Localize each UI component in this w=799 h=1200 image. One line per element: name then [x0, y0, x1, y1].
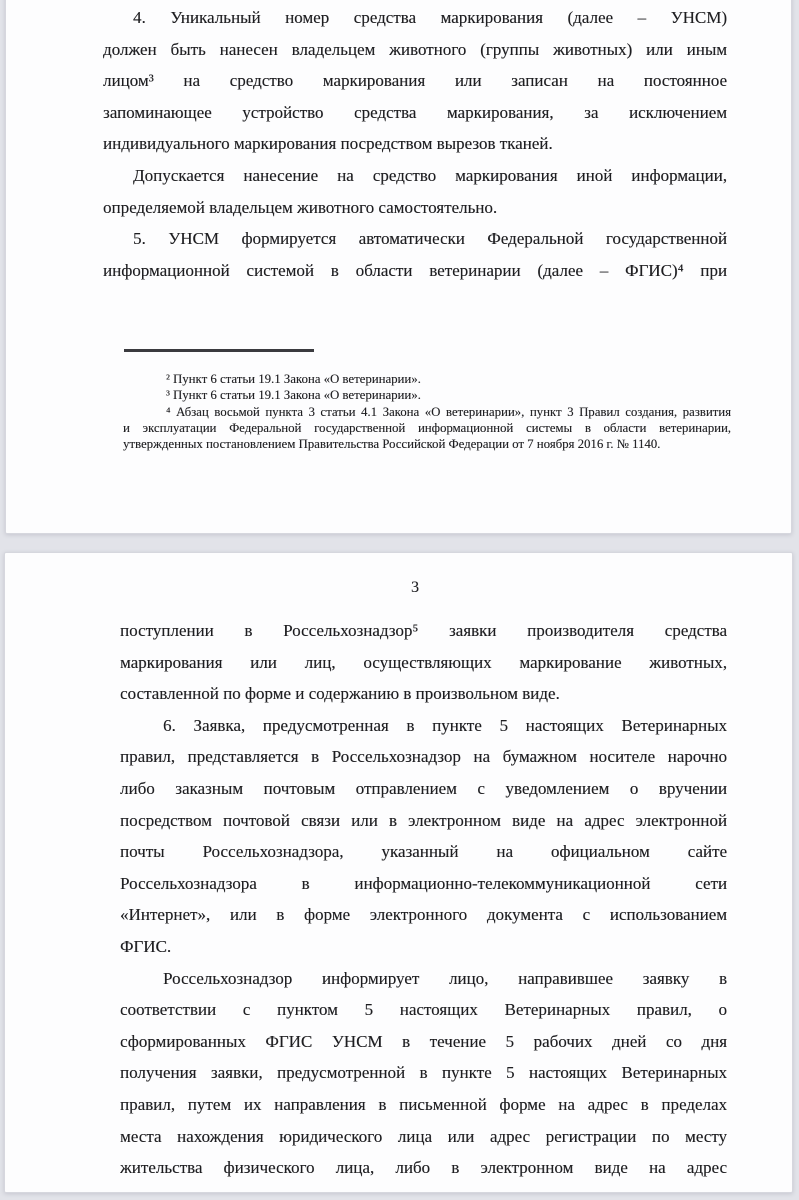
body-line: определяемой владельцем животного самостоятельно. — [103, 197, 498, 217]
footnote-line: утвержденных постановлением Правительства Российской Федерации от 7 ноября 2016 г. № 1140. — [123, 437, 661, 452]
body-line: почты Россельхознадзора, указанный на официальном сайте — [120, 842, 727, 862]
page-card-top — [5, 0, 792, 534]
body-line: 4. Уникальный номер средства маркирования (далее – УНСМ) — [133, 8, 727, 27]
page-top-body — [103, 2, 727, 286]
footnotes-block — [123, 371, 731, 452]
body-line: Россельхознадзора в информационно-телекоммуникационной сети — [120, 873, 727, 893]
body-line: ФГИС. — [120, 936, 172, 956]
body-line: 6. Заявка, предусмотренная в пункте 5 настоящих Ветеринарных — [163, 715, 727, 735]
page-number: 3 — [411, 579, 419, 596]
page-bottom-body — [120, 615, 727, 1184]
body-line: посредством почтовой связи или в электронном виде на адрес электронной — [120, 810, 727, 830]
body-line: либо заказным почтовым отправлением с уведомлением о вручении — [120, 778, 727, 798]
page-card-bottom — [4, 552, 793, 1193]
body-line: лицом³ на средство маркирования или записан на постоянное — [103, 71, 727, 91]
body-line: жительства физического лица, либо в электронном виде на адрес — [120, 1158, 727, 1178]
body-line: индивидуального маркирования посредством вырезов тканей. — [103, 134, 553, 154]
body-line: соответствии с пунктом 5 настоящих Ветеринарных правил, о — [120, 1000, 727, 1020]
body-line: составленной по форме и содержанию в произвольном виде. — [120, 684, 560, 704]
body-line: правил, путем их направления в письменной форме на адрес в пределах — [120, 1094, 727, 1114]
body-line: должен быть нанесен владельцем животного (группы животных) или иным — [103, 39, 727, 59]
footnote-line: ³ Пункт 6 статьи 19.1 Закона «О ветеринарии». — [166, 388, 421, 403]
body-line: «Интернет», или в форме электронного документа с использованием — [120, 905, 727, 925]
body-line: 5. УНСМ формируется автоматически Федеральной государственной — [133, 229, 727, 249]
body-line: места нахождения юридического лица или адрес регистрации по месту — [120, 1126, 727, 1146]
footnote-line: и эксплуатации Федеральной государственной информационной системы в области ветеринарии, — [123, 420, 731, 435]
body-line: Россельхознадзор информирует лицо, направившее заявку в — [163, 968, 727, 988]
body-line: сформированных ФГИС УНСМ в течение 5 рабочих дней со дня — [120, 1031, 727, 1051]
body-line: информационной системой в области ветеринарии (далее – ФГИС)⁴ при — [103, 260, 727, 280]
footnote-line: ⁴ Абзац восьмой пункта 3 статьи 4.1 Закона «О ветеринарии», пункт 3 Правил создания, развития — [166, 404, 731, 419]
body-line: Допускается нанесение на средство маркирования иной информации, — [133, 165, 727, 185]
footnote-line: ² Пункт 6 статьи 19.1 Закона «О ветеринарии». — [166, 372, 421, 386]
body-line: поступлении в Россельхознадзор⁵ заявки производителя средства — [120, 621, 727, 640]
body-line: правил, представляется в Россельхознадзор на бумажном носителе нарочно — [120, 747, 727, 767]
body-line: получения заявки, предусмотренной в пункте 5 настоящих Ветеринарных — [120, 1063, 727, 1083]
footnote-separator — [124, 349, 314, 352]
body-line: запоминающее устройство средства маркирования, за исключением — [103, 102, 727, 122]
body-line: маркирования или лиц, осуществляющих маркирование животных, — [120, 652, 727, 672]
